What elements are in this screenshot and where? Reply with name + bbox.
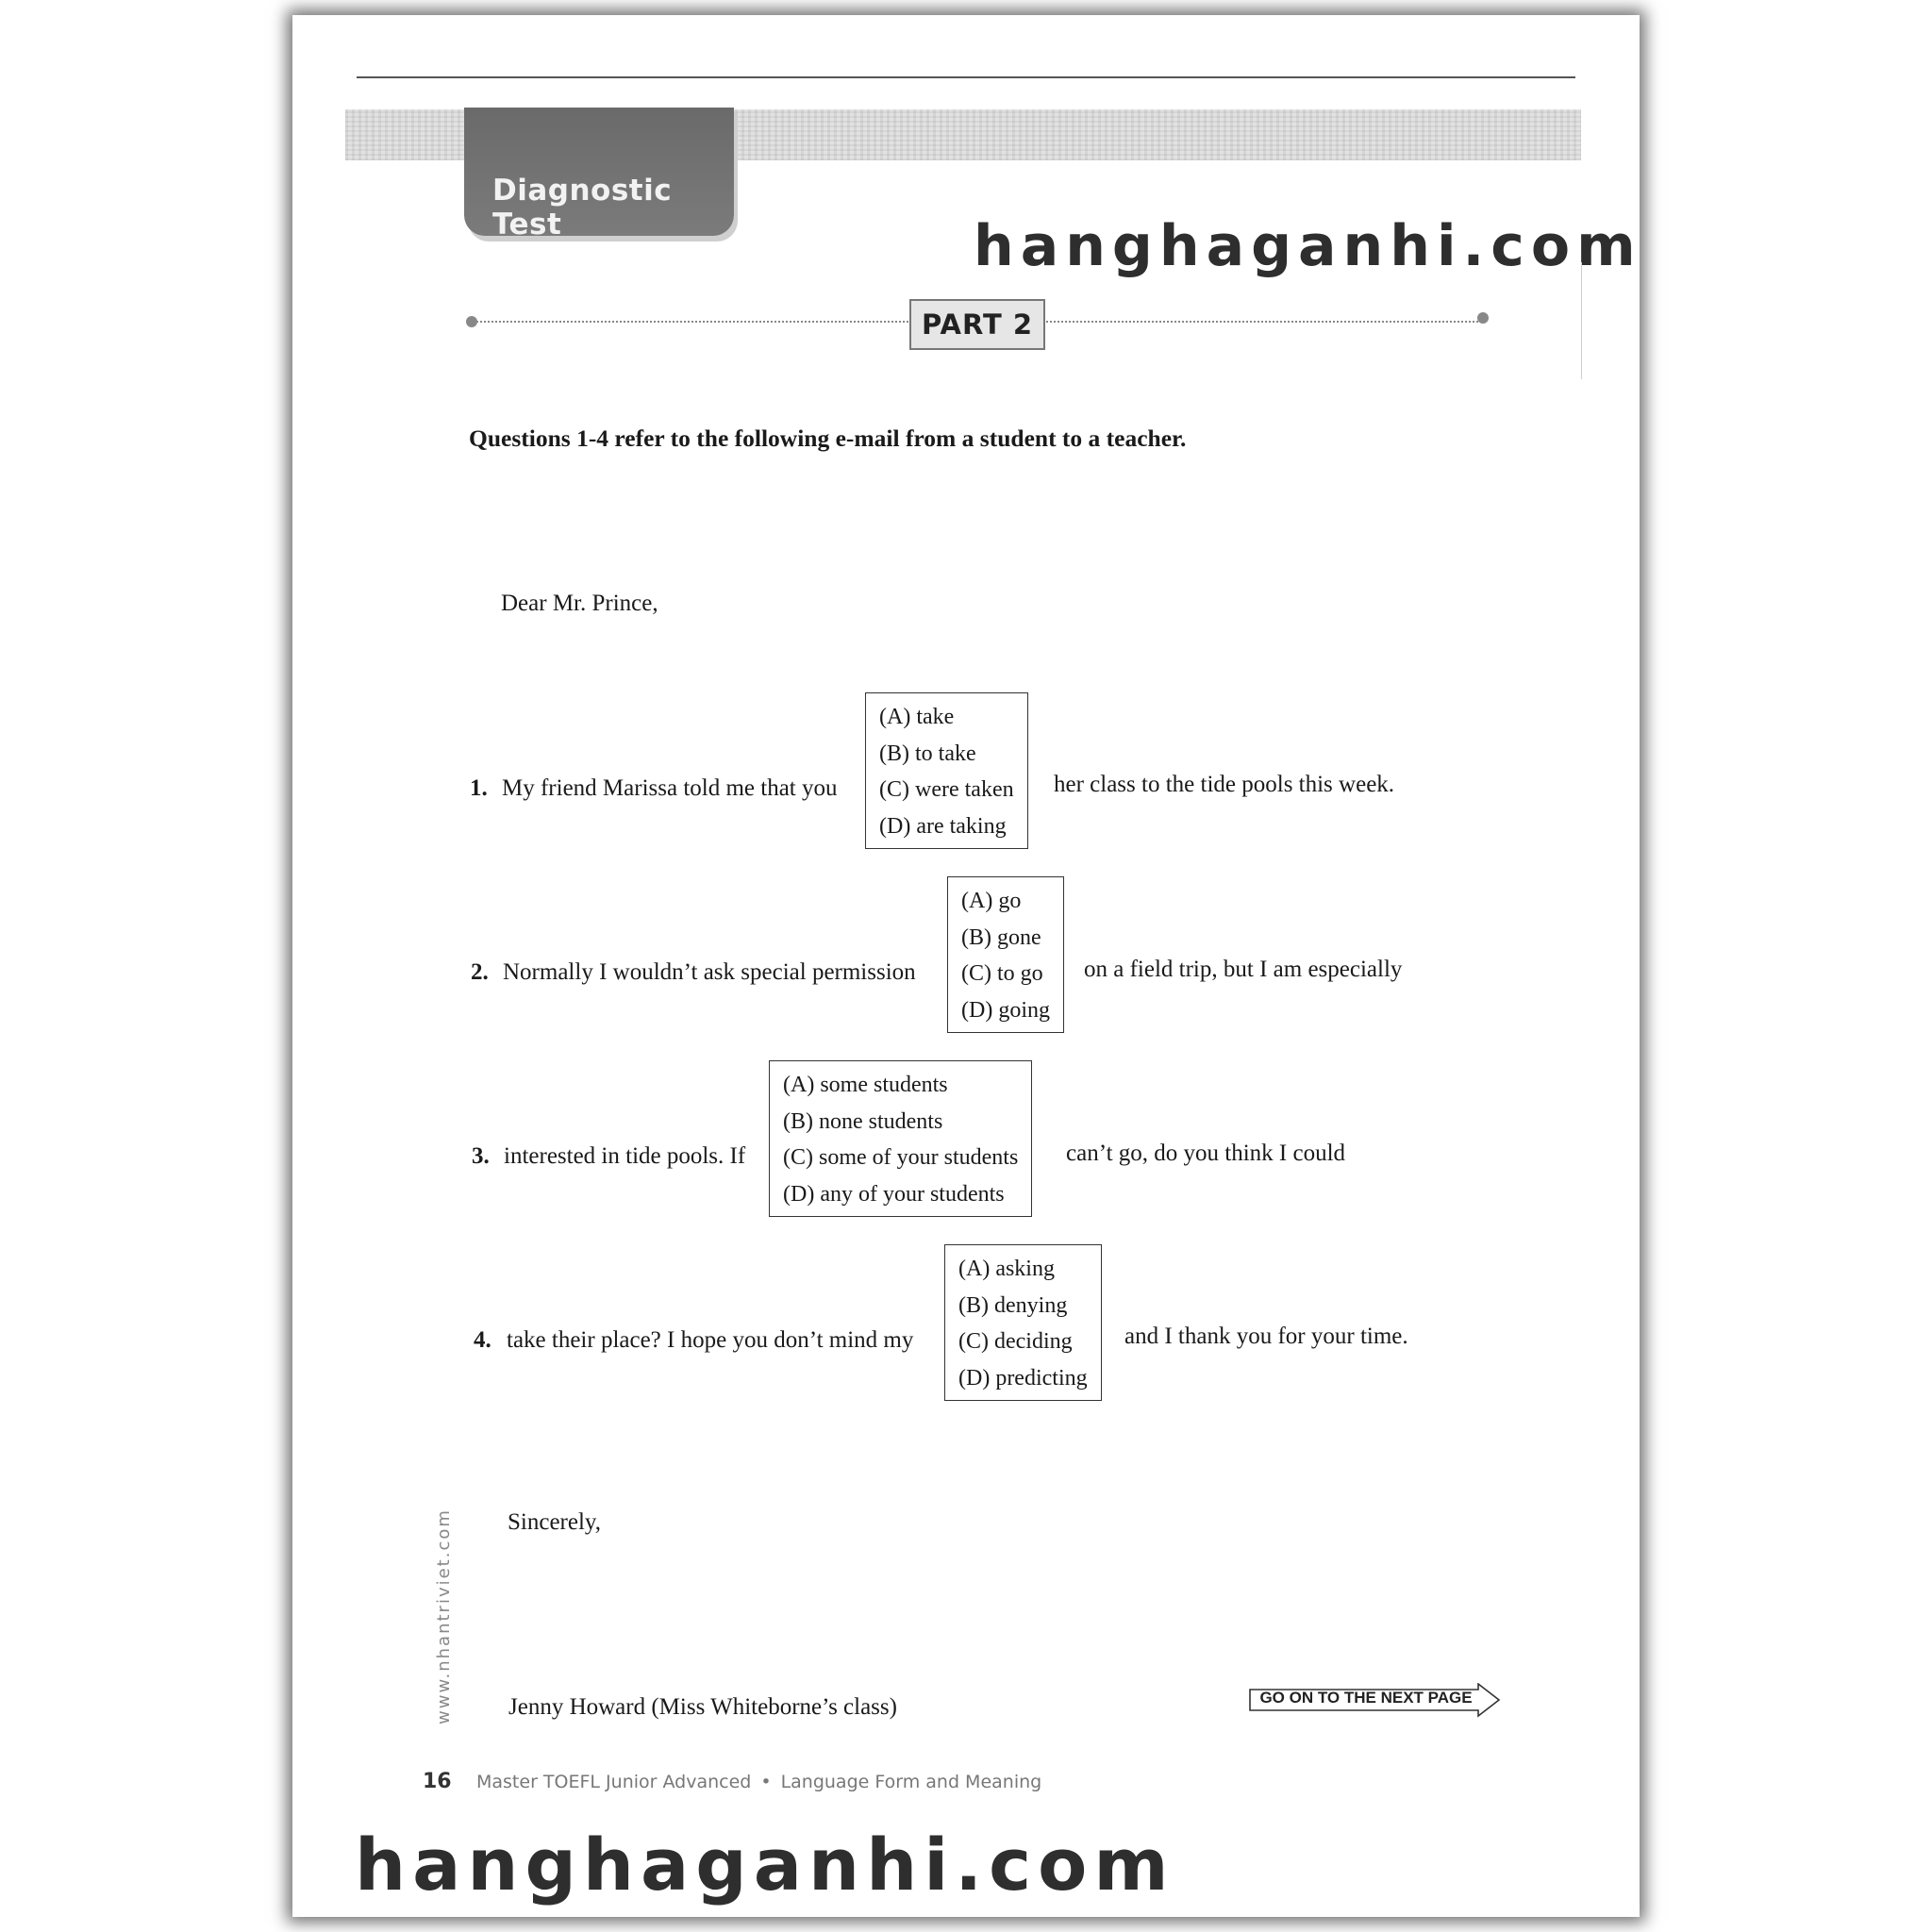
document-page xyxy=(292,15,1640,1917)
question-text-after: and I thank you for your time. xyxy=(1124,1324,1408,1349)
side-url: www.nhantriviet.com xyxy=(434,1508,454,1724)
answer-option[interactable]: (B) denying xyxy=(958,1292,1068,1318)
answer-option[interactable]: (A) some students xyxy=(783,1073,948,1097)
question-number: 1. xyxy=(470,775,488,801)
answer-option[interactable]: (C) were taken xyxy=(879,777,1014,802)
question-number: 3. xyxy=(472,1143,490,1169)
question-text-after: her class to the tide pools this week. xyxy=(1054,772,1395,797)
question-text-after: on a field trip, but I am especially xyxy=(1084,957,1403,982)
next-page-button[interactable] xyxy=(1248,1683,1501,1713)
letter-signature: Jenny Howard (Miss Whiteborne’s class) xyxy=(508,1694,897,1720)
question-number: 4. xyxy=(474,1327,491,1353)
question-number: 2. xyxy=(471,959,489,985)
answer-option[interactable]: (D) are taking xyxy=(879,813,1007,839)
question-text-before: Normally I wouldn’t ask special permission xyxy=(503,959,916,985)
question-text-before: My friend Marissa told me that you xyxy=(502,775,838,801)
divider-dot-right xyxy=(1477,312,1489,324)
part-label: PART 2 xyxy=(909,299,1045,350)
answer-option[interactable]: (A) take xyxy=(879,705,955,729)
page-number: 16 xyxy=(423,1770,452,1793)
question-text-before: take their place? I hope you don’t mind my xyxy=(507,1327,914,1353)
answer-option[interactable]: (D) going xyxy=(961,997,1050,1023)
answer-option[interactable]: (A) asking xyxy=(958,1257,1055,1281)
answer-option[interactable]: (A) go xyxy=(961,889,1022,913)
answer-option[interactable]: (B) to take xyxy=(879,741,976,766)
watermark-top: hanghaganhi.com xyxy=(974,213,1642,279)
watermark-bottom: hanghaganhi.com xyxy=(355,1823,1175,1907)
answer-option[interactable]: (C) some of your students xyxy=(783,1145,1019,1170)
divider-dot-left xyxy=(466,316,477,327)
next-page-label: GO ON TO THE NEXT PAGE xyxy=(1259,1689,1473,1707)
answer-options-box xyxy=(769,1060,1032,1217)
answer-options-box xyxy=(865,692,1028,849)
letter-greeting: Dear Mr. Prince, xyxy=(501,591,658,616)
answer-option[interactable]: (B) gone xyxy=(961,924,1041,950)
instruction: Questions 1-4 refer to the following e-mail from a student to a teacher. xyxy=(469,425,1187,452)
section-tab-label: Diagnostic Test xyxy=(492,174,673,242)
answer-option[interactable]: (B) none students xyxy=(783,1108,943,1134)
answer-option[interactable]: (C) to go xyxy=(961,961,1043,986)
margin-line xyxy=(1581,262,1582,379)
book-title: Master TOEFL Junior Advanced xyxy=(476,1772,752,1792)
letter-closing: Sincerely, xyxy=(508,1509,602,1535)
top-rule xyxy=(357,76,1575,78)
answer-option[interactable]: (D) any of your students xyxy=(783,1181,1005,1207)
footer-running-title xyxy=(476,1772,1041,1792)
question-text-before: interested in tide pools. If xyxy=(504,1143,746,1169)
answer-option[interactable]: (D) predicting xyxy=(958,1365,1088,1391)
footer-separator: • xyxy=(760,1772,772,1792)
answer-option[interactable]: (C) deciding xyxy=(958,1329,1073,1354)
question-text-after: can’t go, do you think I could xyxy=(1066,1141,1346,1166)
section-title: Language Form and Meaning xyxy=(780,1772,1042,1792)
answer-options-box xyxy=(947,876,1064,1033)
answer-options-box xyxy=(944,1244,1102,1401)
